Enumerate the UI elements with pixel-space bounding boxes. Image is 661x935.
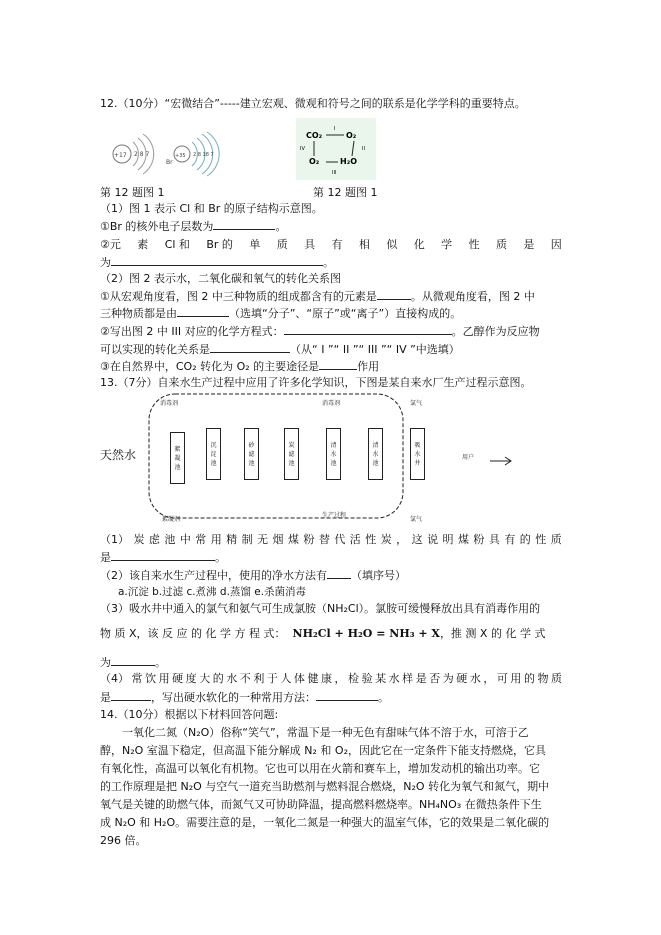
fig2-caption: 第 12 题图 1 xyxy=(313,186,378,199)
output-arrow xyxy=(490,456,514,466)
q14-paragraph-line-6: 成 N₂O 和 H₂O。需要注意的是，一氧化二氮是一种强大的温室气体，它的效果是二氧化碳的 xyxy=(100,816,550,829)
fig2-route-2: II xyxy=(362,146,365,152)
tank-carbon-filter: 炭 滤 池 xyxy=(284,428,299,480)
q14-paragraph-line-4: 的工作原理是把 N₂O 与空气一道充当助燃剂与燃料混合燃烧，N₂O 转化为氧气和氮气，期中 xyxy=(100,780,550,793)
tank-clear-water-1: 清 水 池 xyxy=(326,428,341,480)
fig2-conversion-diagram xyxy=(296,118,376,180)
br-symbol: Br xyxy=(166,159,173,166)
q13-part4-b: 是 ，写出硬水软化的一种常用方法： 。 xyxy=(100,691,389,704)
label-disinfectant-top: 消毒剂 xyxy=(322,400,341,407)
fig2-route-4: IV xyxy=(300,146,305,152)
q14-paragraph-line-1: 一氧化二氮（N₂O）俗称“笑气”，常温下是一种无色有甜味气体不溶于水，可溶于乙 xyxy=(122,726,529,739)
br-shells: 2 8 18 7 xyxy=(193,152,214,158)
label-chlorine-top: 氯气 xyxy=(410,400,423,407)
q13-part1: （1） 炭 虑 池 中 常 用 精 制 无 烟 煤 粉 替 代 活 性 炭 ， 这 说 明 煤 粉 具 有 的 性 质 xyxy=(100,533,562,546)
fig2-co2: CO₂ xyxy=(306,131,323,140)
q14-paragraph-line-2: 醇，N₂O 室温下稳定，但高温下能分解成 N₂ 和 O₂，因此它在一定条件下能支持燃烧，它具 xyxy=(100,744,546,757)
answer-blank[interactable] xyxy=(327,568,351,579)
q13-part2: （2）该自来水生产过程中，使用的净水方法有 （填序号） xyxy=(100,569,406,582)
fig2-route-1: I xyxy=(334,126,336,132)
q13-part3-c: 为 。 xyxy=(100,656,166,669)
tank-sedimentation: 沉 淀 池 xyxy=(206,428,221,480)
q12-part2-b: ②写出图 2 中 III 对应的化学方程式： 。乙醇作为反应物 xyxy=(100,325,540,338)
br-atom-diagram xyxy=(166,132,219,176)
answer-blank[interactable] xyxy=(111,655,155,666)
cl-nucleus: +17 xyxy=(114,152,127,159)
label-ammonia-bottom: 氯气 xyxy=(410,516,423,523)
q14-paragraph-line-5: 氧气是关键的助燃气体，而氮气又可协助降温，提高燃料燃烧率。NH₄NO₃ 在微热条件下生 xyxy=(100,798,542,811)
q14-paragraph-line-7: 296 倍。 xyxy=(100,834,147,847)
fig2-o2-top: O₂ xyxy=(346,131,357,140)
q12-part2-c: ③在自然界中，CO₂ 转化为 O₂ 的主要途径是 作用 xyxy=(100,360,380,373)
fig1-atom-diagrams xyxy=(100,130,240,178)
answer-blank[interactable] xyxy=(111,255,323,266)
q13-part3: （3）吸水井中通入的氯气和氨气可生成氯胺（NH₂Cl）。氯胺可缓慢释放出具有消毒作用的 xyxy=(100,602,541,615)
fig2-route-3: III xyxy=(332,170,337,176)
fig2-h2o: H₂O xyxy=(340,157,357,166)
answer-blank[interactable] xyxy=(177,306,229,317)
label-coagulant-top: 消毒剂 xyxy=(160,400,179,407)
tank-sand-filter: 砂 滤 池 xyxy=(244,428,259,480)
answer-blank[interactable] xyxy=(210,342,290,353)
answer-blank[interactable] xyxy=(284,324,452,335)
label-flocculant-bottom: 絮凝剂 xyxy=(162,516,181,523)
answer-blank[interactable] xyxy=(111,550,215,561)
q13-part3-b: 物 质 X，该 反 应 的 化 学 方 程 式： NH₂Cl + H₂O = NH₃ + X，推 测 X 的 化 学 式 xyxy=(100,627,546,640)
label-process-bottom: 生产过程 xyxy=(322,512,347,519)
answer-blank[interactable] xyxy=(377,289,411,300)
q12-part1-a: ①Br 的核外电子层数为 。 xyxy=(100,220,287,233)
q13-part1-end: 是 。 xyxy=(100,551,226,564)
q12-part1-b-end: 为 。 xyxy=(100,256,334,269)
answer-blank[interactable] xyxy=(213,219,275,230)
cl-atom-diagram xyxy=(113,134,154,174)
cl-shells: 2 8 7 xyxy=(134,151,150,158)
br-nucleus: +35 xyxy=(175,153,186,159)
answer-blank[interactable] xyxy=(316,690,378,701)
tank-suction-well: 吸 水 井 xyxy=(410,428,425,480)
natural-water-label: 天然水 xyxy=(100,448,137,462)
q14-paragraph-line-3: 有氧化性，高温可以氧化有机物。它也可以用在火箭和赛车上，增加发动机的输出功率。它 xyxy=(100,762,540,775)
q12-part2-a2: 三种物质都是由 （选填“分子”、“原子”或“离子”）直接构成的。 xyxy=(100,307,462,320)
process-diagram xyxy=(100,390,530,530)
q13-header: 13.（7分）自来水生产过程中应用了许多化学知识，下图是某自来水厂生产过程示意图。 xyxy=(100,376,532,389)
q12-part2-a: ①从宏观角度看，图 2 中三种物质的组成都含有的元素是 。从微观角度看，图 2 中 xyxy=(100,290,535,303)
answer-blank[interactable] xyxy=(319,359,357,370)
fig2-o2-bottom: O₂ xyxy=(309,157,320,166)
q12-part2: （2）图 2 表示水，二氧化碳和氧气的转化关系图 xyxy=(100,272,341,285)
q13-part2-options: a.沉淀 b.过滤 c.煮沸 d.蒸馏 e.杀菌消毒 xyxy=(118,586,307,598)
q12-part1: （1）图 1 表示 Cl 和 Br 的原子结构示意图。 xyxy=(100,202,323,215)
fig1-caption: 第 12 题图 1 xyxy=(100,186,165,199)
chemical-equation: NH₂Cl + H₂O = NH₃ + X xyxy=(292,627,440,640)
answer-blank[interactable] xyxy=(111,690,151,701)
q12-header: 12.（10分）“宏微结合”-----建立宏观、微观和符号之间的联系是化学学科的重要特点。 xyxy=(100,97,526,110)
q14-header: 14.（10分）根据以下材料回答问题: xyxy=(100,708,279,721)
tank-clear-water-2: 清 水 池 xyxy=(368,428,383,480)
tank-coagulation: 絮 凝 池 xyxy=(170,432,185,484)
q13-part4: （4） 常 饮 用 硬 度 大 的 水 不 利 于 人 体 健 康 ， 检 验 某 水 样 是 否 为 硬 水 ， 可 用 的 物 质 xyxy=(100,672,562,685)
q12-part2-b2: 可以实现的转化关系是 （从“ I ”“ II ”“ III ”“ IV ”中选填） xyxy=(100,343,460,356)
q12-part1-b: ②元 素 Cl 和 Br 的 单 质 具 有 相 似 化 学 性 质 是 因 xyxy=(100,238,562,251)
label-user: 用户 xyxy=(462,454,475,461)
